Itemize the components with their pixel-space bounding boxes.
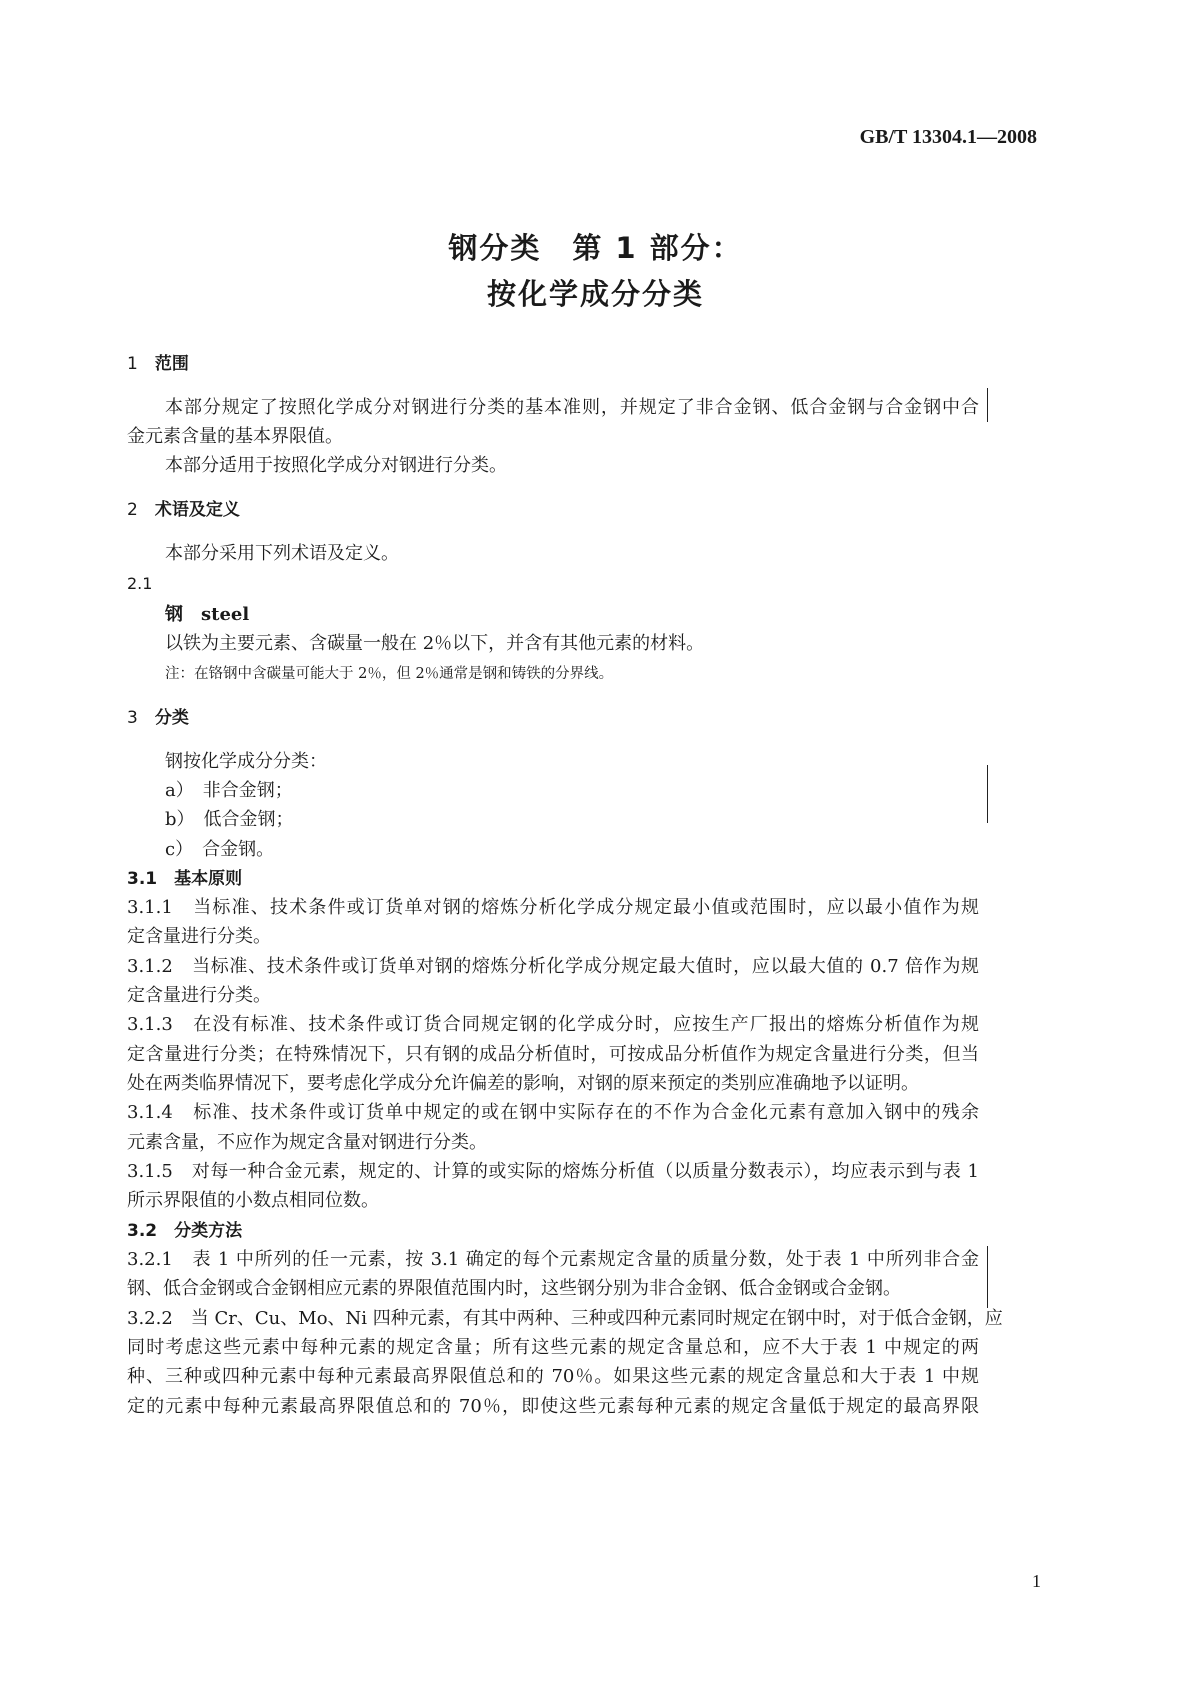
change-bar: [987, 388, 988, 422]
clause-line: 定含量进行分类。: [127, 926, 271, 947]
clause-line: 3.1.1 当标准、技术条件或订货单对钢的熔炼分析化学成分规定最小值或范围时，应以最小值作为规: [127, 897, 979, 918]
paragraph-line: 本部分采用下列术语及定义。: [165, 543, 399, 564]
paragraph-line: 钢按化学成分分类：: [165, 751, 327, 772]
clause-line: 种、三种或四种元素中每种元素最高界限值总和的 70％。如果这些元素的规定含量总和大于表 1 中规: [127, 1366, 979, 1387]
list-item: a） 非合金钢；: [165, 780, 293, 801]
section-2-heading: [127, 498, 240, 522]
clause-line: 处在两类临界情况下，要考虑化学成分允许偏差的影响，对钢的原来预定的类别应准确地予以证明。: [127, 1073, 919, 1094]
change-bar: [987, 765, 988, 823]
clause-line: 3.1.3 在没有标准、技术条件或订货合同规定钢的化学成分时，应按生产厂报出的熔炼分析值作为规: [127, 1014, 979, 1035]
term-entry: 钢 steel: [165, 604, 250, 625]
standard-number: GB/T 13304.1—2008: [859, 126, 1037, 148]
clause-line: 3.1.2 当标准、技术条件或订货单对钢的熔炼分析化学成分规定最大值时，应以最大值的 0.7 倍作为规: [127, 956, 979, 977]
section-number: 3: [127, 708, 138, 728]
subsection-heading: 3.1 基本原则: [127, 869, 243, 889]
section-number: 1: [127, 354, 138, 374]
clause-line: 元素含量，不应作为规定含量对钢进行分类。: [127, 1132, 487, 1153]
section-title: 术语及定义: [154, 500, 240, 520]
list-item: b） 低合金钢；: [165, 809, 294, 830]
title-line-1: 钢分类 第 1 部分：: [448, 231, 743, 265]
clause-line: 钢、低合金钢或合金钢相应元素的界限值范围内时，这些钢分别为非合金钢、低合金钢或合金钢。: [127, 1278, 901, 1299]
clause-line: 定的元素中每种元素最高界限值总和的 70％，即使这些元素每种元素的规定含量低于规定的最高界限: [127, 1396, 979, 1417]
clause-line: 所示界限值的小数点相同位数。: [127, 1190, 379, 1211]
section-title: 分类: [154, 708, 189, 728]
subsection-number: 2.1: [127, 574, 153, 593]
paragraph-line: 本部分适用于按照化学成分对钢进行分类。: [165, 455, 507, 476]
section-number: 2: [127, 500, 138, 520]
paragraph-line: 本部分规定了按照化学成分对钢进行分类的基本准则，并规定了非合金钢、低合金钢与合金钢中合: [165, 397, 979, 418]
clause-line: 3.1.5 对每一种合金元素，规定的、计算的或实际的熔炼分析值（以质量分数表示），均应表示到与表 1: [127, 1161, 979, 1182]
section-title: 范围: [154, 354, 189, 374]
title-line-2: 按化学成分分类: [486, 277, 704, 311]
section-3-heading: [127, 706, 189, 730]
page-number: 1: [1032, 1571, 1041, 1591]
clause-line: 3.2.1 表 1 中所列的任一元素，按 3.1 确定的每个元素规定含量的质量分数，处于表 1 中所列非合金: [127, 1249, 979, 1270]
term-definition: 以铁为主要元素、含碳量一般在 2％以下，并含有其他元素的材料。: [165, 633, 705, 654]
clause-line: 定含量进行分类；在特殊情况下，只有钢的成品分析值时，可按成品分析值作为规定含量进行分类，但当: [127, 1044, 979, 1065]
section-1-heading: [127, 352, 189, 376]
change-bar: [987, 1246, 988, 1308]
clause-line: 定含量进行分类。: [127, 985, 271, 1006]
clause-line: 3.1.4 标准、技术条件或订货单中规定的或在钢中实际存在的不作为合金化元素有意加入钢中的残余: [127, 1102, 979, 1123]
clause-line: 3.2.2 当 Cr、Cu、Mo、Ni 四种元素，有其中两种、三种或四种元素同时规定在钢中时，对于低合金钢，应: [127, 1308, 1003, 1329]
subsection-heading: 3.2 分类方法: [127, 1221, 243, 1241]
note: 注：在铬钢中含碳量可能大于 2％，但 2％通常是钢和铸铁的分界线。: [165, 666, 614, 682]
list-item: c） 合金钢。: [165, 839, 275, 860]
paragraph-line: 金元素含量的基本界限值。: [127, 426, 343, 447]
clause-line: 同时考虑这些元素中每种元素的规定含量；所有这些元素的规定含量总和，应不大于表 1 中规定的两: [127, 1337, 979, 1358]
